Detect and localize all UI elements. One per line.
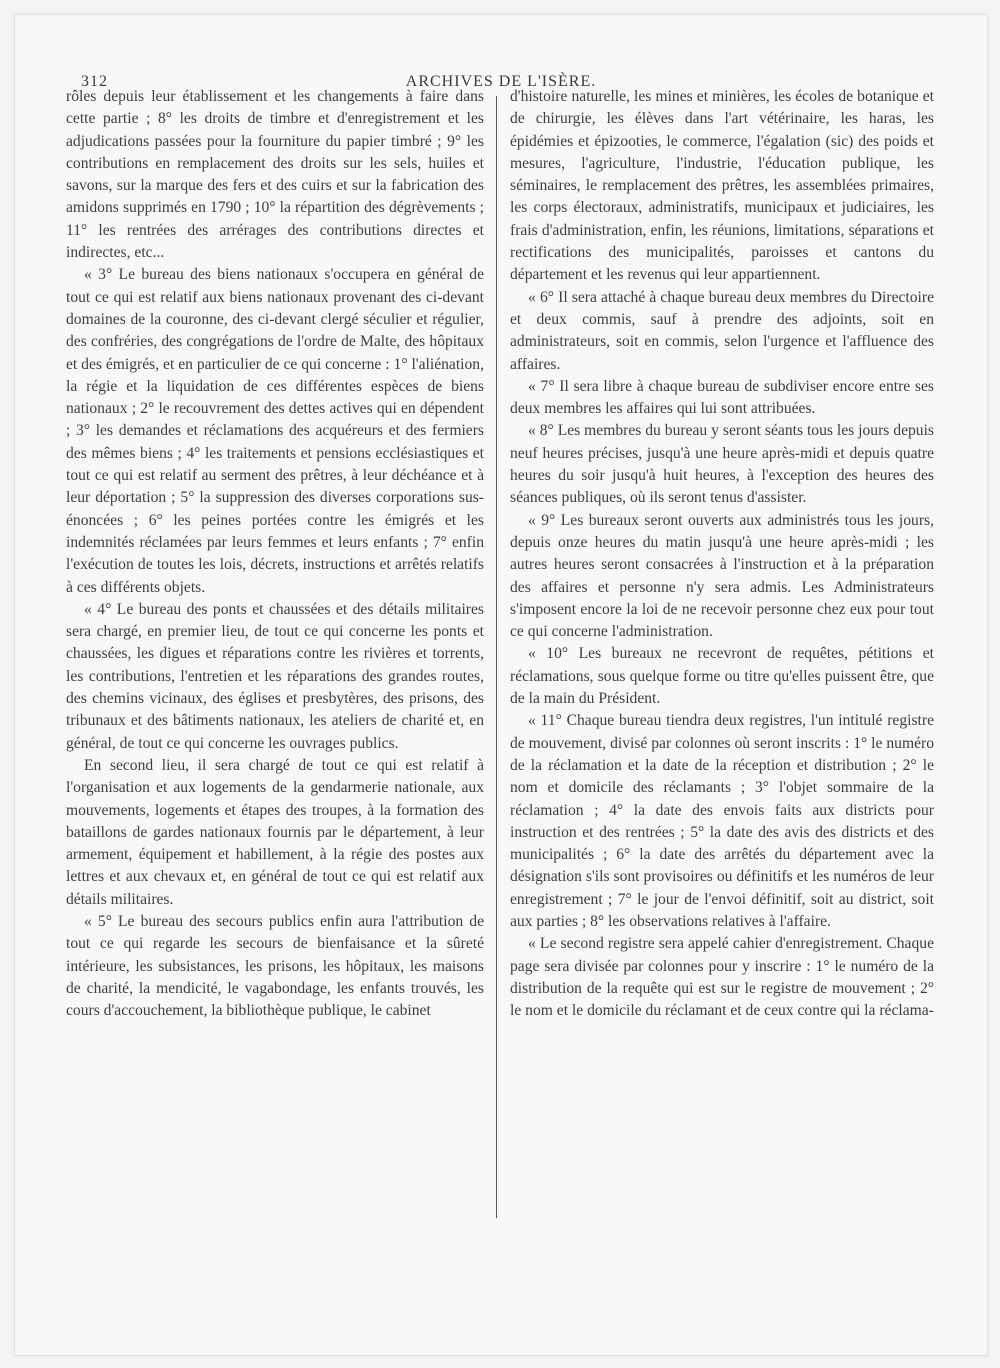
paragraph: « 11° Chaque bureau tiendra deux registres, l'un intitulé registre de mouvement, divisé par colonnes où seront inscrits : 1° le numéro de la réclamation et la date de la réception et distribution ; 2° le nom et domicile des réclamants ; 3° l'objet sommaire de la réclamation ; 4° la date des envois faits aux districts pour instruction et des rentrées ; 5° la date des avis des districts et des municipalités ; 6° la date des arrêtés du département avec la désignation s'ils sont provisoires ou définitifs et les numéros de leur enregistrement ; 7° le jour de l'envoi définitif, soit au district, soit aux parties ; 8° les observations relatives à l'affaire. (510, 712, 934, 930)
paragraph: « 9° Les bureaux seront ouverts aux administrés tous les jours, depuis onze heures du matin jusqu'à une heure après-midi ; les autres heures seront consacrées à l'instruction et à la préparation des affaires et personne n'y sera admis. Les Administrateurs s'imposent encore la loi de ne recevoir personne chez eux pour tout ce qui concerne l'administration. (510, 511, 934, 641)
paragraph: rôles depuis leur établissement et les changements à faire dans cette partie ; 8° les droits de timbre et d'enregistrement et les adjudications passées pour la fourniture du papier timbré ; 9° les contributions en remplacement des droits sur les sels, huiles et savons, sur la marque des fers et des cuirs et sur la fabrication des amidons supprimés en 1790 ; 10° la répartition des dégrèvements ; 11° les rentrées des arrérages des contributions directes et indirectes, etc... (66, 88, 484, 262)
left-column (66, 86, 484, 1022)
paragraph: « 4° Le bureau des ponts et chaussées et des détails militaires sera chargé, en premier lieu, de tout ce qui concerne les ponts et chaussées, les digues et réparations contre les rivières et torrents, les contributions, l'entretien et les réparations des grandes routes, des chemins vicinaux, des églises et presbytères, des prisons, des tribunaux et des bâtiments nationaux, les ateliers de charité et, en général, de tout ce qui concerne les ouvrages publics. (66, 600, 484, 752)
running-head: ARCHIVES DE L'ISÈRE. (405, 73, 597, 90)
paragraph: « 7° Il sera libre à chaque bureau de subdiviser encore entre ses deux membres les affaires qui lui sont attribuées. (510, 377, 934, 418)
paragraph: « 5° Le bureau des secours publics enfin aura l'attribution de tout ce qui regarde les secours de bienfaisance et la sûreté intérieure, les subsistances, les prisons, les hôpitaux, les maisons de charité, la mendicité, le vagabondage, les enfants trouvés, les cours d'accouchement, la bibliothèque publique, le cabinet (66, 912, 484, 1020)
column-divider (496, 96, 497, 1218)
paragraph: « 8° Les membres du bureau y seront séants tous les jours depuis neuf heures précises, jusqu'à une heure après-midi et depuis quatre heures du soir jusqu'à huit heures, à l'exception des heures des séances publiques, où ils seront tenus d'assister. (510, 422, 934, 507)
right-column (510, 86, 934, 1022)
paragraph: « Le second registre sera appelé cahier d'enregistrement. Chaque page sera divisée par colonnes pour y inscrire : 1° le numéro de la distribution de la requête qui est sur le registre de mouvement ; 2° le nom et le domicile du réclamant et de ceux contre qui la réclama- (510, 935, 934, 1020)
paragraph: « 6° Il sera attaché à chaque bureau deux membres du Directoire et deux commis, sauf à prendre des adjoints, soit en administrateurs, soit en commis, selon l'urgence et l'affluence des affaires. (510, 288, 934, 373)
paragraph: « 10° Les bureaux ne recevront de requêtes, pétitions et réclamations, sous quelque forme ou titre qu'elles puissent être, que de la main du Président. (510, 645, 934, 708)
paragraph: En second lieu, il sera chargé de tout ce qui est relatif à l'organisation et aux logements de la gendarmerie nationale, aux mouvements, logements et étapes des troupes, à la formation des bataillons de gardes nationaux fournis par le département, à leur armement, équipement et habillement, à la régie des postes aux lettres et aux chevaux et, en général de tout ce qui est relatif aux détails militaires. (66, 756, 484, 908)
paragraph: « 3° Le bureau des biens nationaux s'occupera en général de tout ce qui est relatif aux biens nationaux provenant des ci-devant domaines de la couronne, des ci-devant clergé séculier et régulier, des confréries, des congrégations de l'ordre de Malte, des hôpitaux et des émigrés, et en particulier de ce qui concerne : 1° l'aliénation, la régie et la liquidation de ces différentes espèces de biens nationaux ; 2° le recouvrement des dettes actives qui en dépendent ; 3° les demandes et réclamations des acquéreurs et des fermiers des mêmes biens ; 4° les traitements et pensions ecclésiastiques et tout ce qui est relatif au serment des prêtres, à leur déchéance et à leur déportation ; 5° la suppression des diverses corporations sus-énoncées ; 6° les peines portées contre les émigrés et les indemnités réclamées par leurs femmes et leurs enfants ; 7° enfin l'exécution de toutes les lois, décrets, instructions et arrêtés relatifs à ces différents objets. (66, 266, 484, 596)
paragraph: d'histoire naturelle, les mines et minières, les écoles de botanique et de chirurgie, les élèves dans l'art vétérinaire, les haras, les épidémies et épizooties, le commerce, l'égalation (sic) des poids et mesures, l'agriculture, l'industrie, l'éducation publique, les séminaires, le remplacement des prêtres, les assemblées primaires, les corps électoraux, administratifs, municipaux et judiciaires, les frais d'administration, enfin, les réunions, limitations, séparations et rectifications des municipalités, paroisses et cantons du département et les revenus qui leur appartiennent. (510, 88, 934, 284)
page-number: 312 (81, 73, 108, 90)
